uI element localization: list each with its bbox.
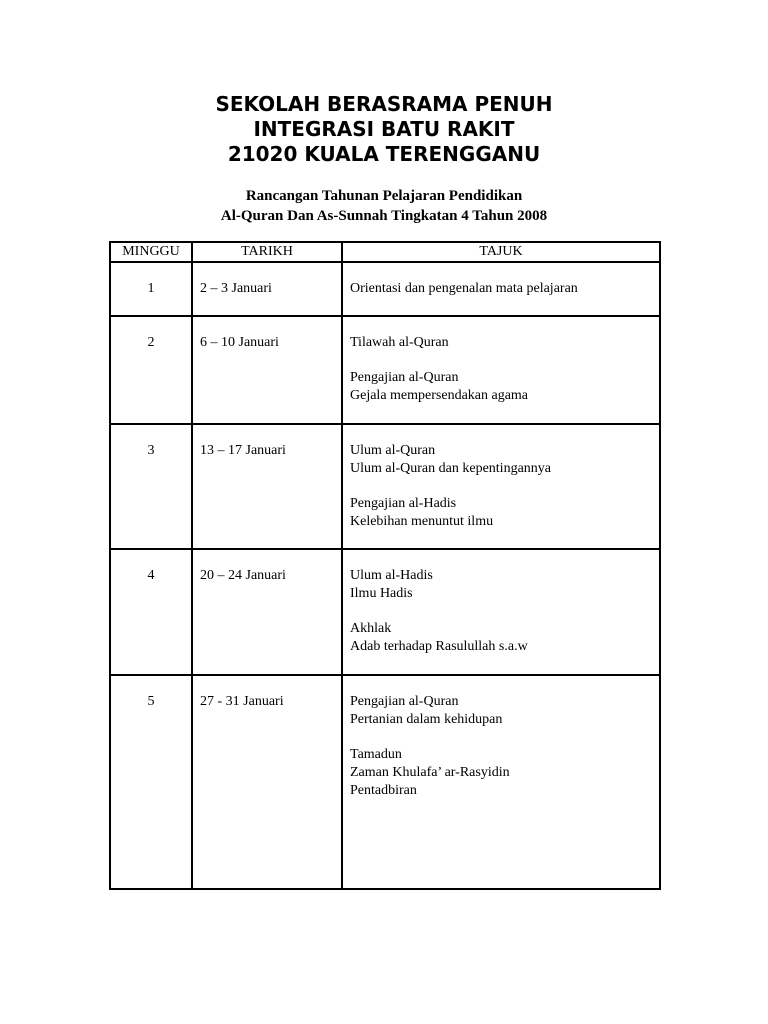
topic-heading: Tamadun [350, 747, 402, 762]
topic-spacer [350, 603, 652, 620]
topic-heading: Pengajian al-Quran [350, 694, 459, 709]
table-row [110, 424, 660, 549]
table-header-row [110, 242, 660, 262]
topic-item: Gejala mempersendakan agama [350, 388, 529, 403]
cell-tarikh: 2 – 3 Januari [192, 262, 342, 316]
cell-tajuk [342, 316, 660, 424]
cell-minggu: 2 [110, 316, 192, 424]
table-row [110, 262, 660, 316]
topic-heading: Pengajian al-Quran [350, 370, 459, 385]
cell-minggu: 1 [110, 262, 192, 316]
topic-spacer [350, 729, 652, 746]
column-header-tarikh: TARIKH [192, 242, 342, 262]
school-header [0, 92, 768, 167]
cell-tajuk [342, 424, 660, 549]
table-row [110, 675, 660, 889]
topic-spacer [350, 352, 652, 369]
topic-heading: Akhlak [350, 621, 392, 636]
cell-tajuk [342, 262, 660, 316]
column-header-minggu: MINGGU [110, 242, 192, 262]
cell-tarikh: 20 – 24 Januari [192, 549, 342, 675]
topic-heading: Orientasi dan pengenalan mata pelajaran [350, 281, 578, 296]
cell-tarikh: 27 - 31 Januari [192, 675, 342, 889]
topic-item: Ilmu Hadis [350, 586, 413, 601]
topic-item: Zaman Khulafa’ ar-Rasyidin [350, 765, 510, 780]
school-name-line2: INTEGRASI BATU RAKIT [253, 117, 515, 141]
topic-item: Pertanian dalam kehidupan [350, 712, 503, 727]
topic-heading: Pengajian al-Hadis [350, 496, 457, 511]
cell-tajuk [342, 675, 660, 889]
school-address: 21020 KUALA TERENGGANU [227, 142, 541, 166]
cell-minggu: 4 [110, 549, 192, 675]
topic-heading: Tilawah al-Quran [350, 335, 449, 350]
topic-item: Ulum al-Quran dan kepentingannya [350, 461, 551, 476]
cell-minggu: 3 [110, 424, 192, 549]
topic-item: Pentadbiran [350, 783, 417, 798]
document-title [0, 186, 768, 226]
cell-tarikh: 6 – 10 Januari [192, 316, 342, 424]
cell-minggu: 5 [110, 675, 192, 889]
table-row [110, 316, 660, 424]
cell-tajuk [342, 549, 660, 675]
cell-tarikh: 13 – 17 Januari [192, 424, 342, 549]
topic-heading: Ulum al-Quran [350, 443, 436, 458]
document-title-line2: Al-Quran Dan As-Sunnah Tingkatan 4 Tahun 2008 [220, 208, 548, 224]
topic-item: Adab terhadap Rasulullah s.a.w [350, 639, 528, 654]
topic-spacer [350, 478, 652, 495]
table-row [110, 549, 660, 675]
schedule-table [109, 241, 661, 890]
school-name: SEKOLAH BERASRAMA PENUH [215, 92, 553, 116]
topic-item: Kelebihan menuntut ilmu [350, 514, 494, 529]
schedule-body [110, 262, 660, 889]
column-header-tajuk: TAJUK [342, 242, 660, 262]
document-title-line1: Rancangan Tahunan Pelajaran Pendidikan [245, 188, 523, 204]
topic-heading: Ulum al-Hadis [350, 568, 433, 583]
